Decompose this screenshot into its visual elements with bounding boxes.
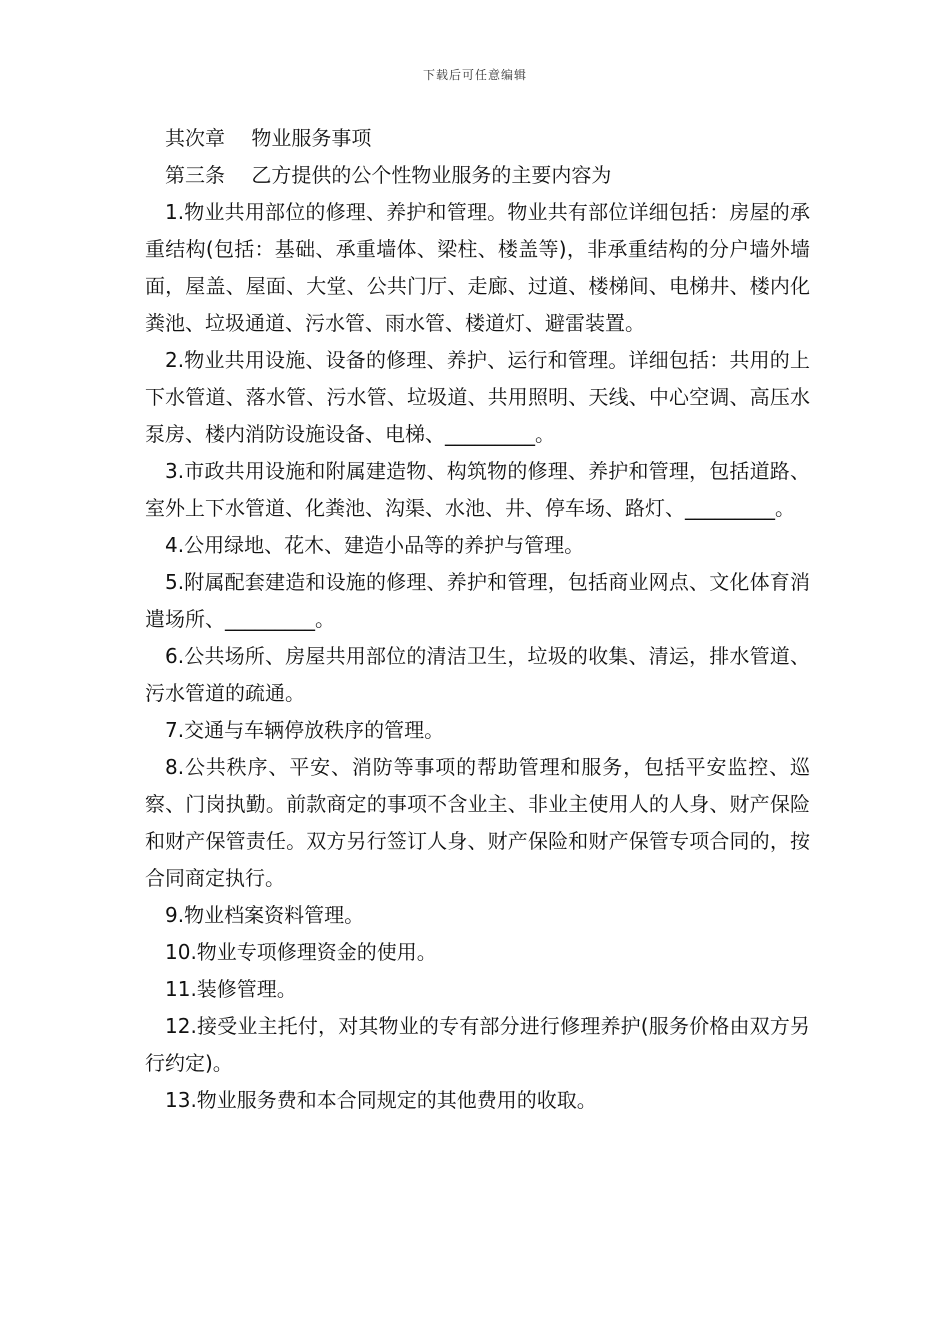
page-header-note: 下载后可任意编辑 [422, 68, 527, 82]
list-item: 12.接受业主托付，对其物业的专有部分进行修理养护(服务价格由双方另行约定)。 [145, 1014, 810, 1075]
list-item: 9.物业档案资料管理。 [165, 903, 365, 927]
list-item: 7.交通与车辆停放秩序的管理。 [165, 718, 445, 742]
list-item: 8.公共秩序、平安、消防等事项的帮助管理和服务，包括平安监控、巡察、门岗执勤。前款商定的事项不含业主、非业主使用人的人身、财产保险和财产保管责任。双方另行签订人身、财产保险和财产保管专项合同的，按合同商定执行。 [145, 755, 810, 890]
article-heading: 第三条 乙方提供的公个性物业服务的主要内容为 [165, 163, 612, 187]
list-item: 11.装修管理。 [165, 977, 297, 1001]
list-item: 6.公共场所、房屋共用部位的清洁卫生，垃圾的收集、清运，排水管道、污水管道的疏通。 [145, 644, 810, 705]
list-item: 5.附属配套建造和设施的修理、养护和管理，包括商业网点、文化体育消遣场所、_________。 [145, 570, 810, 631]
chapter-heading: 其次章 物业服务事项 [165, 126, 372, 150]
document-body [145, 120, 810, 1119]
list-item: 10.物业专项修理资金的使用。 [165, 940, 437, 964]
list-item: 13.物业服务费和本合同规定的其他费用的收取。 [165, 1088, 597, 1112]
list-item: 1.物业共用部位的修理、养护和管理。物业共有部位详细包括：房屋的承重结构(包括：基础、承重墙体、梁柱、楼盖等)，非承重结构的分户墙外墙面，屋盖、屋面、大堂、公共门厅、走廊、过道、楼梯间、电梯井、楼内化粪池、垃圾通道、污水管、雨水管、楼道灯、避雷装置。 [145, 200, 810, 335]
list-item: 2.物业共用设施、设备的修理、养护、运行和管理。详细包括：共用的上下水管道、落水管、污水管、垃圾道、共用照明、天线、中心空调、高压水泵房、楼内消防设施设备、电梯、_________。 [145, 348, 810, 446]
list-item: 4.公用绿地、花木、建造小品等的养护与管理。 [165, 533, 585, 557]
list-item: 3.市政共用设施和附属建造物、构筑物的修理、养护和管理，包括道路、室外上下水管道、化粪池、沟渠、水池、井、停车场、路灯、_________。 [145, 459, 810, 520]
